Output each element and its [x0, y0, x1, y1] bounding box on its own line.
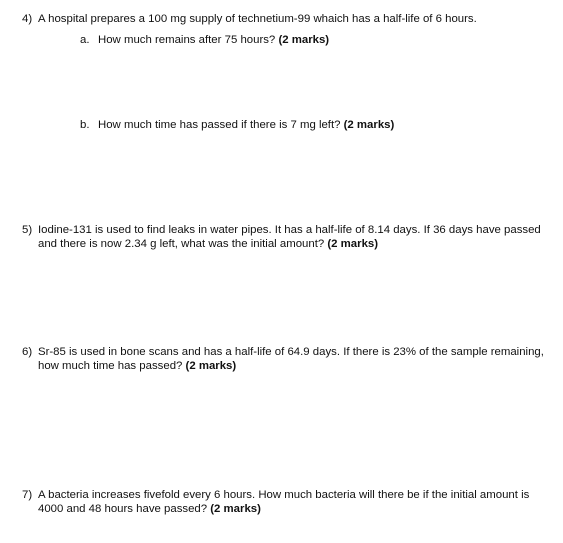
marks-label: (2 marks)	[343, 119, 395, 131]
question-number: 5)	[22, 224, 33, 236]
question-4	[22, 12, 557, 26]
marks-label: (2 marks)	[210, 503, 261, 515]
question-4a	[80, 33, 550, 47]
question-text: A bacteria increases fivefold every 6 hours. How much bacteria will there be if the initial amount is 4000 and 48 hours have passed? (2 marks)	[38, 489, 530, 515]
question-number: 6)	[22, 346, 33, 358]
question-7	[22, 488, 557, 516]
question-5	[22, 223, 557, 251]
marks-label: (2 marks)	[327, 238, 379, 250]
part-letter: b.	[80, 119, 90, 131]
marks-label: (2 marks)	[185, 360, 237, 372]
part-text: How much remains after 75 hours? (2 marks)	[98, 34, 330, 46]
question-number: 7)	[22, 489, 33, 501]
question-text: Sr-85 is used in bone scans and has a half-life of 64.9 days. If there is 23% of the sample remaining, how much time has passed? (2 marks)	[38, 346, 544, 372]
question-text: Iodine-131 is used to find leaks in water pipes. It has a half-life of 8.14 days. If 36 days have passed and there is now 2.34 g left, what was the initial amount? (2 marks)	[38, 224, 541, 250]
part-letter: a.	[80, 34, 90, 46]
question-6	[22, 345, 557, 373]
marks-label: (2 marks)	[278, 34, 330, 46]
question-4b	[80, 118, 550, 132]
question-text: A hospital prepares a 100 mg supply of technetium-99 whaich has a half-life of 6 hours.	[38, 13, 477, 25]
question-number: 4)	[22, 13, 33, 25]
part-text: How much time has passed if there is 7 mg left? (2 marks)	[98, 119, 395, 131]
